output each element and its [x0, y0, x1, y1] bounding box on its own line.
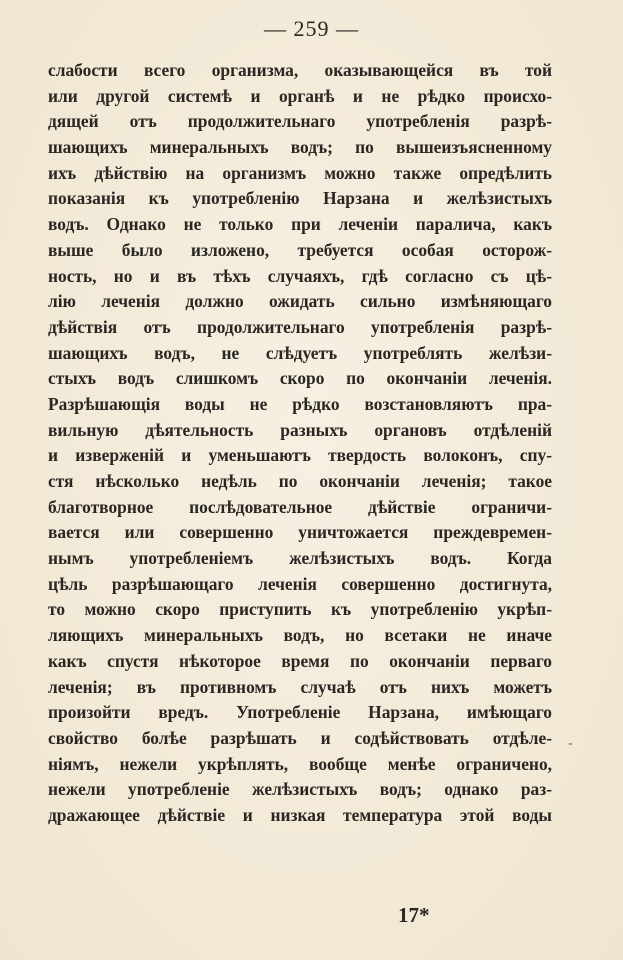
text-line: дѣйствія отъ продолжительнаго употребленія разрѣ- [48, 316, 552, 337]
text-line: стыхъ водъ слишкомъ скоро по окончаніи леченія. [48, 368, 552, 389]
text-line: слабости всего организма, оказывающейся въ той [48, 60, 552, 80]
text-line: показанія къ употребленію Нарзана и желѣзистыхъ [48, 188, 552, 209]
text-line: водъ. Однако не только при леченіи паралича, какъ [48, 214, 552, 235]
text-line: то можно скоро приступить къ употребленію укрѣп- [48, 599, 552, 620]
text-line: лію леченія должно ожидать сильно измѣняющаго [48, 291, 552, 312]
text-line: произойти вредъ. Употребленіе Нарзана, имѣющаго [48, 702, 552, 723]
text-line: шающихъ минеральныхъ водъ; по вышеизъясненному [48, 137, 552, 158]
text-line: цѣль разрѣшающаго леченія совершенно достигнута, [48, 573, 552, 594]
body-text [48, 58, 552, 829]
text-line: Разрѣшающія воды не рѣдко возстановляютъ пра- [48, 393, 552, 414]
text-line: нежели употребленіе желѣзистыхъ водъ; однако раз- [48, 779, 552, 800]
text-line: вается или совершенно уничтожается преждевремен- [48, 522, 552, 543]
text-line: и изверженій и уменьшаютъ твердость волоконъ, спу- [48, 445, 552, 466]
text-line: дражающее дѣйствіе и низкая температура этой воды [48, 804, 552, 825]
text-line: дящей отъ продолжительнаго употребленія разрѣ- [48, 111, 552, 132]
signature-mark: 17* [398, 903, 430, 927]
text-line: ихъ дѣйствію на организмъ можно также опредѣлить [48, 162, 552, 183]
text-line: ляющихъ минеральныхъ водъ, но всетаки не иначе [48, 625, 552, 646]
text-line: или другой системѣ и органѣ и не рѣдко происхо- [48, 85, 552, 106]
text-line: вильную дѣятельность разныхъ органовъ отдѣленій [48, 419, 552, 440]
margin-mark: - [568, 736, 573, 751]
text-line: ность, но и въ тѣхъ случаяхъ, гдѣ согласно съ цѣ- [48, 265, 552, 286]
text-line: нымъ употребленіемъ желѣзистыхъ водъ. Когда [48, 548, 552, 569]
text-line: шающихъ водъ, не слѣдуетъ употреблять желѣзи- [48, 342, 552, 363]
text-line: какъ спустя нѣкоторое время по окончаніи перваго [48, 650, 552, 671]
text-line: благотворное послѣдовательное дѣйствіе ограничи- [48, 496, 552, 517]
text-line: стя нѣсколько недѣль по окончаніи леченія; такое [48, 471, 552, 491]
text-line: выше было изложено, требуется особая осторож- [48, 239, 552, 260]
page-number: — 259 — [264, 16, 359, 41]
text-line: леченія; въ противномъ случаѣ отъ нихъ можетъ [48, 676, 552, 697]
text-line: свойство болѣе разрѣшать и содѣйствовать отдѣле- [48, 727, 552, 748]
text-line: ніямъ, нежели укрѣплять, вообще менѣе ограничено, [48, 753, 552, 774]
